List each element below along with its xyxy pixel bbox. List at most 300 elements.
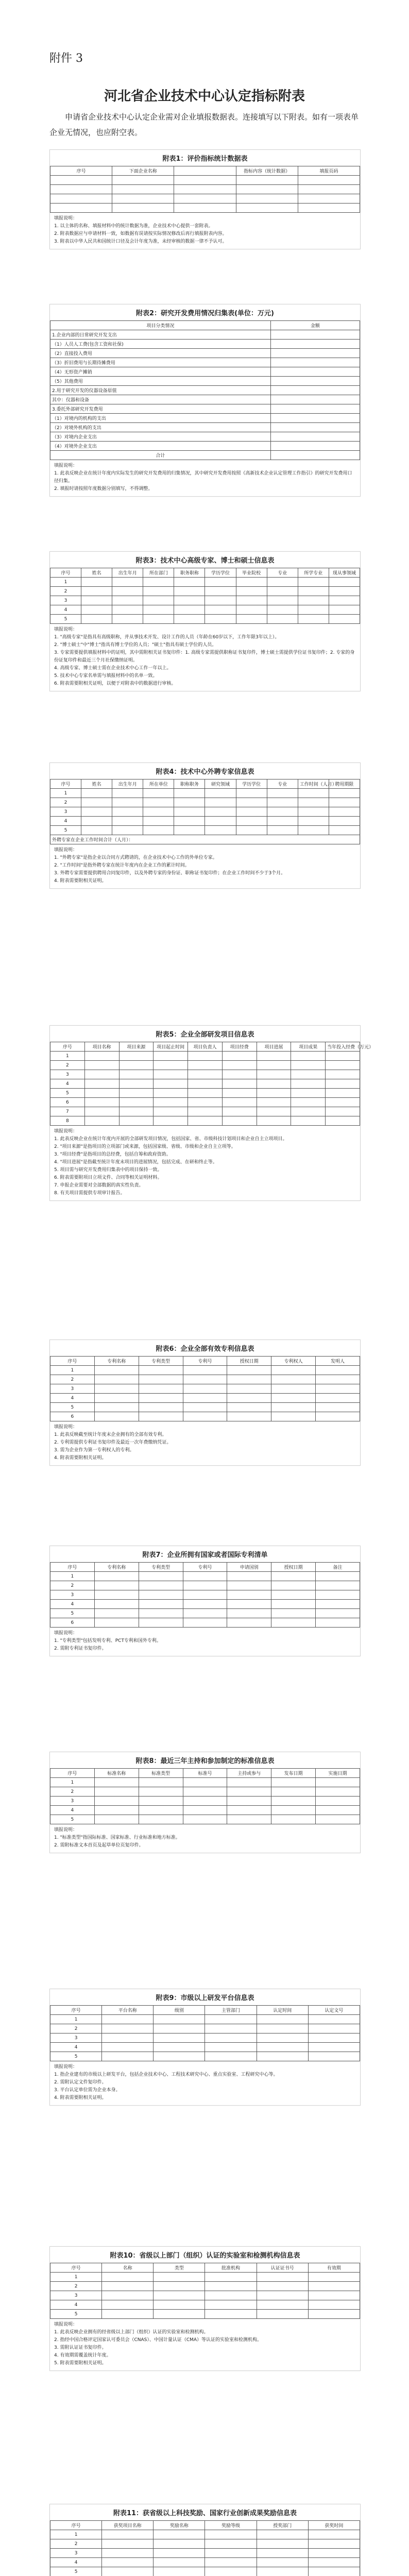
table-cell[interactable] (81, 807, 112, 817)
table-cell[interactable] (257, 1070, 291, 1079)
table-cell[interactable] (94, 1797, 139, 1806)
table-cell[interactable] (139, 1590, 183, 1600)
table-cell[interactable] (257, 2567, 308, 2576)
table-cell[interactable] (81, 826, 112, 835)
table-cell[interactable] (329, 605, 360, 615)
table-cell[interactable] (102, 2310, 154, 2319)
table-cell[interactable] (329, 826, 360, 835)
table-cell[interactable] (84, 1052, 119, 1061)
table-cell[interactable] (94, 1384, 139, 1394)
amount-cell[interactable] (270, 349, 360, 358)
table-cell[interactable] (102, 2043, 154, 2052)
table-cell[interactable] (112, 605, 143, 615)
table-cell[interactable] (316, 1384, 360, 1394)
table-cell[interactable] (316, 1572, 360, 1581)
table-cell[interactable] (236, 605, 267, 615)
table-cell[interactable] (291, 1089, 326, 1098)
table-cell[interactable] (291, 1052, 326, 1061)
table-cell[interactable] (112, 807, 143, 817)
amount-cell[interactable] (270, 330, 360, 340)
table-cell[interactable] (188, 1116, 223, 1126)
table-cell[interactable] (316, 1618, 360, 1628)
table-cell[interactable] (236, 176, 298, 185)
table-cell[interactable] (329, 596, 360, 605)
table-cell[interactable] (257, 2015, 308, 2024)
table-cell[interactable] (329, 615, 360, 624)
table-cell[interactable] (139, 1787, 183, 1797)
table-cell[interactable] (205, 615, 236, 624)
table-cell[interactable] (205, 2024, 257, 2033)
table-cell[interactable] (227, 1806, 271, 1815)
table-cell[interactable] (205, 2273, 257, 2282)
table-cell[interactable] (236, 578, 267, 587)
table-cell[interactable] (174, 578, 205, 587)
amount-cell[interactable] (270, 367, 360, 377)
amount-cell[interactable] (270, 358, 360, 367)
table-cell[interactable] (205, 2310, 257, 2319)
table-cell[interactable] (326, 1089, 360, 1098)
table-cell[interactable] (94, 1412, 139, 1421)
table-cell[interactable] (291, 1070, 326, 1079)
table-cell[interactable] (154, 2310, 205, 2319)
table-cell[interactable] (102, 2549, 154, 2558)
table-cell[interactable] (316, 1600, 360, 1609)
table-cell[interactable] (326, 1061, 360, 1070)
table-cell[interactable] (326, 1070, 360, 1079)
amount-cell[interactable] (270, 404, 360, 414)
table-cell[interactable] (271, 1590, 316, 1600)
table-cell[interactable] (267, 605, 298, 615)
table-cell[interactable] (291, 1107, 326, 1116)
table-cell[interactable] (154, 2052, 205, 2061)
table-cell[interactable] (257, 2558, 308, 2567)
table-cell[interactable] (291, 1116, 326, 1126)
table-cell[interactable] (205, 2052, 257, 2061)
table-cell[interactable] (188, 1070, 223, 1079)
table-cell[interactable] (326, 1116, 360, 1126)
table-cell[interactable] (50, 185, 112, 194)
table-cell[interactable] (205, 2291, 257, 2300)
table-cell[interactable] (316, 1581, 360, 1590)
table-cell[interactable] (183, 1778, 227, 1787)
table-cell[interactable] (298, 185, 360, 194)
table-cell[interactable] (236, 204, 298, 213)
table-cell[interactable] (271, 1618, 316, 1628)
table-cell[interactable] (139, 1384, 183, 1394)
amount-cell[interactable] (270, 395, 360, 404)
table-cell[interactable] (84, 1107, 119, 1116)
table-cell[interactable] (298, 194, 360, 204)
table-cell[interactable] (271, 1797, 316, 1806)
table-cell[interactable] (329, 817, 360, 826)
table-cell[interactable] (174, 615, 205, 624)
table-cell[interactable] (271, 1403, 316, 1412)
table-cell[interactable] (205, 2043, 257, 2052)
table-cell[interactable] (81, 789, 112, 798)
table-cell[interactable] (183, 1384, 227, 1394)
table-cell[interactable] (257, 2300, 308, 2310)
table-cell[interactable] (271, 1366, 316, 1375)
table-cell[interactable] (94, 1609, 139, 1618)
table-cell[interactable] (139, 1572, 183, 1581)
table-cell[interactable] (205, 2033, 257, 2043)
table-cell[interactable] (119, 1061, 154, 1070)
table-cell[interactable] (271, 1384, 316, 1394)
table-cell[interactable] (257, 2052, 308, 2061)
table-cell[interactable] (84, 1089, 119, 1098)
table-cell[interactable] (205, 807, 236, 817)
table-cell[interactable] (119, 1070, 154, 1079)
table-cell[interactable] (257, 2273, 308, 2282)
table-cell[interactable] (50, 194, 112, 204)
table-cell[interactable] (154, 2024, 205, 2033)
table-cell[interactable] (222, 1070, 257, 1079)
table-cell[interactable] (154, 1061, 188, 1070)
table-cell[interactable] (316, 1815, 360, 1824)
table-cell[interactable] (154, 1070, 188, 1079)
table-cell[interactable] (183, 1572, 227, 1581)
table-cell[interactable] (291, 1079, 326, 1089)
table-cell[interactable] (316, 1787, 360, 1797)
table-cell[interactable] (139, 1618, 183, 1628)
table-cell[interactable] (94, 1815, 139, 1824)
table-cell[interactable] (154, 2300, 205, 2310)
table-cell[interactable] (112, 615, 143, 624)
table-cell[interactable] (112, 596, 143, 605)
table-cell[interactable] (298, 176, 360, 185)
table-cell[interactable] (154, 2530, 205, 2539)
table-cell[interactable] (271, 1609, 316, 1618)
table-cell[interactable] (139, 1806, 183, 1815)
table-cell[interactable] (102, 2558, 154, 2567)
table-cell[interactable] (143, 578, 174, 587)
table-cell[interactable] (183, 1412, 227, 1421)
table-cell[interactable] (298, 817, 329, 826)
table-cell[interactable] (236, 587, 267, 596)
table-cell[interactable] (188, 1089, 223, 1098)
table-cell[interactable] (205, 2015, 257, 2024)
table-cell[interactable] (102, 2033, 154, 2043)
table-cell[interactable] (94, 1572, 139, 1581)
table-cell[interactable] (119, 1089, 154, 1098)
table-cell[interactable] (94, 1375, 139, 1384)
table-cell[interactable] (102, 2282, 154, 2291)
table-cell[interactable] (271, 1581, 316, 1590)
table-cell[interactable] (227, 1572, 271, 1581)
table-cell[interactable] (236, 789, 267, 798)
table-cell[interactable] (112, 204, 174, 213)
table-cell[interactable] (227, 1590, 271, 1600)
amount-cell[interactable] (270, 340, 360, 349)
table-cell[interactable] (183, 1609, 227, 1618)
table-cell[interactable] (222, 1079, 257, 1089)
table-cell[interactable] (271, 1600, 316, 1609)
table-cell[interactable] (257, 1079, 291, 1089)
table-cell[interactable] (227, 1797, 271, 1806)
table-cell[interactable] (154, 2567, 205, 2576)
table-cell[interactable] (222, 1116, 257, 1126)
table-cell[interactable] (236, 194, 298, 204)
table-cell[interactable] (298, 798, 329, 807)
table-cell[interactable] (236, 596, 267, 605)
table-cell[interactable] (205, 578, 236, 587)
table-cell[interactable] (271, 1375, 316, 1384)
table-cell[interactable] (183, 1394, 227, 1403)
table-cell[interactable] (308, 2567, 360, 2576)
table-cell[interactable] (154, 1116, 188, 1126)
table-cell[interactable] (143, 817, 174, 826)
table-cell[interactable] (102, 2567, 154, 2576)
table-cell[interactable] (308, 2300, 360, 2310)
table-cell[interactable] (298, 578, 329, 587)
table-cell[interactable] (227, 1366, 271, 1375)
table-cell[interactable] (236, 185, 298, 194)
table-cell[interactable] (205, 789, 236, 798)
table-cell[interactable] (205, 605, 236, 615)
table-cell[interactable] (271, 1572, 316, 1581)
table-cell[interactable] (174, 605, 205, 615)
table-cell[interactable] (102, 2273, 154, 2282)
table-cell[interactable] (205, 798, 236, 807)
table-cell[interactable] (139, 1581, 183, 1590)
table-cell[interactable] (298, 615, 329, 624)
table-cell[interactable] (291, 1061, 326, 1070)
table-cell[interactable] (50, 204, 112, 213)
table-cell[interactable] (174, 194, 236, 204)
table-cell[interactable] (84, 1116, 119, 1126)
table-cell[interactable] (154, 2282, 205, 2291)
table-cell[interactable] (205, 2530, 257, 2539)
table-cell[interactable] (183, 1581, 227, 1590)
table-cell[interactable] (154, 2549, 205, 2558)
table-cell[interactable] (112, 587, 143, 596)
table-cell[interactable] (81, 587, 112, 596)
table-cell[interactable] (271, 1815, 316, 1824)
table-cell[interactable] (119, 1052, 154, 1061)
table-cell[interactable] (267, 826, 298, 835)
table-cell[interactable] (236, 807, 267, 817)
table-cell[interactable] (183, 1366, 227, 1375)
table-cell[interactable] (308, 2015, 360, 2024)
table-cell[interactable] (50, 176, 112, 185)
table-cell[interactable] (143, 807, 174, 817)
table-cell[interactable] (81, 578, 112, 587)
amount-cell[interactable] (270, 377, 360, 386)
table-cell[interactable] (329, 789, 360, 798)
table-cell[interactable] (308, 2052, 360, 2061)
table-cell[interactable] (298, 587, 329, 596)
table-cell[interactable] (316, 1403, 360, 1412)
table-cell[interactable] (139, 1609, 183, 1618)
amount-cell[interactable] (270, 423, 360, 432)
table-cell[interactable] (257, 1098, 291, 1107)
table-cell[interactable] (94, 1778, 139, 1787)
table-cell[interactable] (143, 596, 174, 605)
table-cell[interactable] (183, 1590, 227, 1600)
table-cell[interactable] (139, 1403, 183, 1412)
table-cell[interactable] (271, 1778, 316, 1787)
table-cell[interactable] (102, 2015, 154, 2024)
table-cell[interactable] (174, 185, 236, 194)
table-cell[interactable] (174, 587, 205, 596)
table-cell[interactable] (119, 1079, 154, 1089)
table-cell[interactable] (94, 1581, 139, 1590)
table-cell[interactable] (143, 798, 174, 807)
table-cell[interactable] (308, 2549, 360, 2558)
table-cell[interactable] (205, 2539, 257, 2549)
table-cell[interactable] (257, 1052, 291, 1061)
table-cell[interactable] (154, 2043, 205, 2052)
table-cell[interactable] (316, 1590, 360, 1600)
table-cell[interactable] (112, 798, 143, 807)
table-cell[interactable] (271, 1412, 316, 1421)
table-cell[interactable] (139, 1366, 183, 1375)
table-cell[interactable] (81, 798, 112, 807)
table-cell[interactable] (308, 2291, 360, 2300)
table-cell[interactable] (257, 2291, 308, 2300)
table-cell[interactable] (102, 2300, 154, 2310)
table-cell[interactable] (94, 1394, 139, 1403)
table-cell[interactable] (112, 826, 143, 835)
table-cell[interactable] (222, 1098, 257, 1107)
table-cell[interactable] (139, 1815, 183, 1824)
table-cell[interactable] (205, 817, 236, 826)
table-cell[interactable] (308, 2530, 360, 2539)
table-cell[interactable] (174, 798, 205, 807)
table-cell[interactable] (188, 1079, 223, 1089)
table-cell[interactable] (102, 2539, 154, 2549)
table-cell[interactable] (316, 1806, 360, 1815)
table-cell[interactable] (154, 1079, 188, 1089)
table-cell[interactable] (174, 826, 205, 835)
table-cell[interactable] (102, 2024, 154, 2033)
table-cell[interactable] (154, 1098, 188, 1107)
table-cell[interactable] (227, 1778, 271, 1787)
table-cell[interactable] (236, 798, 267, 807)
table-cell[interactable] (308, 2310, 360, 2319)
table-cell[interactable] (183, 1600, 227, 1609)
table-cell[interactable] (205, 596, 236, 605)
table-cell[interactable] (329, 807, 360, 817)
table-cell[interactable] (183, 1618, 227, 1628)
table-cell[interactable] (174, 204, 236, 213)
table-cell[interactable] (112, 194, 174, 204)
table-cell[interactable] (257, 2043, 308, 2052)
table-cell[interactable] (119, 1116, 154, 1126)
table-cell[interactable] (291, 1098, 326, 1107)
table-cell[interactable] (298, 204, 360, 213)
table-cell[interactable] (267, 578, 298, 587)
amount-cell[interactable] (270, 414, 360, 423)
table-cell[interactable] (227, 1394, 271, 1403)
table-cell[interactable] (94, 1366, 139, 1375)
table-cell[interactable] (227, 1375, 271, 1384)
table-cell[interactable] (271, 1394, 316, 1403)
table-cell[interactable] (267, 789, 298, 798)
table-cell[interactable] (236, 817, 267, 826)
table-cell[interactable] (298, 826, 329, 835)
table-cell[interactable] (326, 1098, 360, 1107)
table-cell[interactable] (154, 1107, 188, 1116)
table-cell[interactable] (183, 1797, 227, 1806)
table-cell[interactable] (143, 789, 174, 798)
table-cell[interactable] (81, 817, 112, 826)
table-cell[interactable] (81, 605, 112, 615)
table-cell[interactable] (222, 1061, 257, 1070)
table-cell[interactable] (267, 817, 298, 826)
table-cell[interactable] (94, 1806, 139, 1815)
table-cell[interactable] (143, 605, 174, 615)
table-cell[interactable] (227, 1618, 271, 1628)
table-cell[interactable] (205, 2300, 257, 2310)
table-cell[interactable] (174, 596, 205, 605)
table-cell[interactable] (326, 1079, 360, 1089)
table-cell[interactable] (298, 605, 329, 615)
table-cell[interactable] (174, 789, 205, 798)
table-cell[interactable] (227, 1412, 271, 1421)
table-cell[interactable] (84, 1061, 119, 1070)
table-cell[interactable] (227, 1787, 271, 1797)
table-cell[interactable] (183, 1403, 227, 1412)
table-cell[interactable] (112, 578, 143, 587)
table-cell[interactable] (174, 817, 205, 826)
table-cell[interactable] (257, 1089, 291, 1098)
table-cell[interactable] (308, 2043, 360, 2052)
table-cell[interactable] (139, 1797, 183, 1806)
table-cell[interactable] (236, 615, 267, 624)
table-cell[interactable] (188, 1098, 223, 1107)
table-cell[interactable] (316, 1366, 360, 1375)
table-cell[interactable] (298, 596, 329, 605)
table-cell[interactable] (267, 587, 298, 596)
table-cell[interactable] (298, 807, 329, 817)
table-cell[interactable] (143, 826, 174, 835)
table-cell[interactable] (81, 615, 112, 624)
table-cell[interactable] (154, 2273, 205, 2282)
table-cell[interactable] (271, 1787, 316, 1797)
table-cell[interactable] (257, 1061, 291, 1070)
table-cell[interactable] (183, 1375, 227, 1384)
amount-cell[interactable] (270, 432, 360, 442)
table-cell[interactable] (139, 1600, 183, 1609)
table-cell[interactable] (227, 1600, 271, 1609)
table-cell[interactable] (102, 2291, 154, 2300)
table-cell[interactable] (154, 2291, 205, 2300)
table-cell[interactable] (84, 1079, 119, 1089)
table-cell[interactable] (271, 1806, 316, 1815)
table-cell[interactable] (267, 596, 298, 605)
table-cell[interactable] (236, 826, 267, 835)
table-cell[interactable] (119, 1107, 154, 1116)
table-cell[interactable] (257, 1116, 291, 1126)
table-cell[interactable] (81, 596, 112, 605)
table-cell[interactable] (316, 1375, 360, 1384)
table-cell[interactable] (308, 2539, 360, 2549)
table-cell[interactable] (94, 1787, 139, 1797)
table-cell[interactable] (326, 1052, 360, 1061)
table-cell[interactable] (174, 807, 205, 817)
table-cell[interactable] (205, 2549, 257, 2558)
amount-cell[interactable] (270, 442, 360, 451)
table-cell[interactable] (143, 615, 174, 624)
table-cell[interactable] (267, 798, 298, 807)
table-cell[interactable] (112, 789, 143, 798)
table-cell[interactable] (227, 1609, 271, 1618)
table-cell[interactable] (84, 1098, 119, 1107)
table-cell[interactable] (257, 2024, 308, 2033)
table-cell[interactable] (257, 2539, 308, 2549)
table-cell[interactable] (257, 2282, 308, 2291)
